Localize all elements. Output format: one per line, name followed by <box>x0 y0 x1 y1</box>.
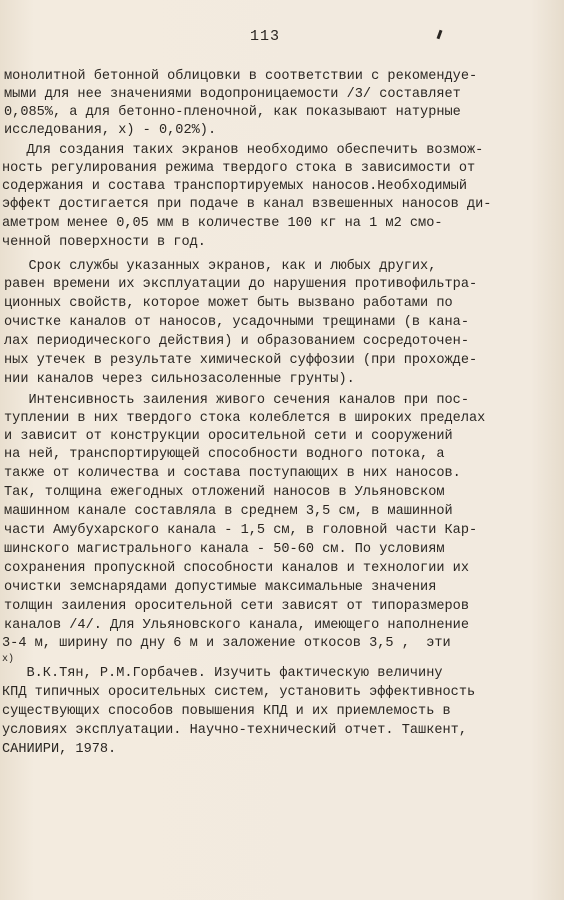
text-line: очистке каналов от наносов, усадочными трещинами (в кана- <box>4 315 469 330</box>
text-line: каналов /4/. Для Ульяновского канала, имеющего наполнение <box>4 618 469 633</box>
text-line: нии каналов через сильнозасоленные грунты). <box>4 372 355 387</box>
text-line: равен времени их эксплуатации до нарушения противофильтра- <box>4 277 478 292</box>
text-line: на ней, транспортирующей способности водного потока, а <box>4 447 445 462</box>
text-line: Срок службы указанных экранов, как и любых других, <box>4 259 437 274</box>
text-line: машинном канале составляла в среднем 3,5 см, в машинной <box>4 504 453 519</box>
text-line: мыми для нее значениями водопроницаемости /3/ составляет <box>4 87 461 102</box>
text-line: Интенсивность заиления живого сечения каналов при пос- <box>4 393 469 408</box>
text-line: Для создания таких экранов необходимо обеспечить возмож- <box>2 143 484 158</box>
text-line: ность регулирования режима твердого стока в зависимости от <box>2 161 476 176</box>
text-line: монолитной бетонной облицовки в соответствии с рекомендуе- <box>4 69 478 84</box>
text-line: Так, толщина ежегодных отложений наносов в Ульяновском <box>4 485 445 500</box>
text-line: ционных свойств, которое может быть вызвано работами по <box>4 296 453 311</box>
text-line: также от количества и состава поступающих в них наносов. <box>4 466 461 481</box>
text-line: лах периодического действия) и образованием сосредоточен- <box>4 334 469 349</box>
footnote-line: существующих способов повышения КПД и их приемлемость в <box>2 704 451 719</box>
text-line: части Амубухарского канала - 1,5 см, в головной части Кар- <box>4 523 478 538</box>
text-line: эффект достигается при подаче в канал взвешенных наносов ди- <box>2 197 492 212</box>
text-line: туплении в них твердого стока колеблется в широких пределах <box>4 411 486 426</box>
text-line: сохранения пропускной способности каналов и технологии их <box>4 561 469 576</box>
text-line: шинского магистрального канала - 50-60 см. По условиям <box>4 542 445 557</box>
text-line: содержания и состава транспортируемых наносов.Необходимый <box>2 179 467 194</box>
text-line: исследования, x) - 0,02%). <box>4 123 217 138</box>
footnote-line: КПД типичных оросительных систем, установить эффективность <box>2 685 476 700</box>
text-line: ных утечек в результате химической суффозии (при прохожде- <box>4 353 478 368</box>
text-line: 3-4 м, ширину по дну 6 м и заложение откосов 3,5 , эти <box>2 636 451 651</box>
footnote-line: условиях эксплуатации. Научно-технический отчет. Ташкент, <box>2 723 467 738</box>
footnote-marker: x) <box>2 654 15 665</box>
text-line: толщин заиления оросительной сети зависят от типоразмеров <box>4 599 469 614</box>
footnote-line: В.К.Тян, Р.М.Горбачев. Изучить фактическую величину <box>2 666 443 681</box>
page-number: 113 <box>249 28 280 45</box>
text-line: и зависит от конструкции оросительной сети и сооружений <box>4 429 453 444</box>
text-line: очистки земснарядами допустимые максимальные значения <box>4 580 437 595</box>
text-line: 0,085%, а для бетонно-пленочной, как показывают натурные <box>4 105 461 120</box>
text-line: ченной поверхности в год. <box>2 235 206 250</box>
text-line: аметром менее 0,05 мм в количестве 100 кг на 1 м2 смо- <box>2 216 443 231</box>
footnote-line: САНИИРИ, 1978. <box>2 742 117 757</box>
